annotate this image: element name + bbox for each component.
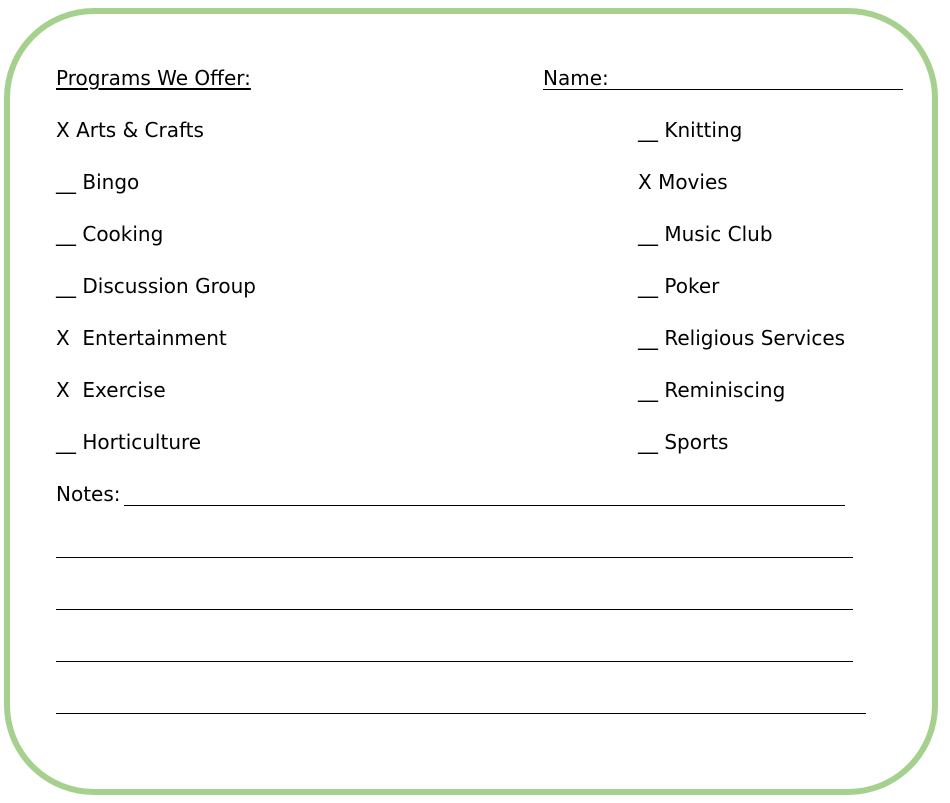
program-label: Knitting: [664, 118, 743, 142]
program-item-exercise[interactable]: [56, 378, 166, 402]
program-item-discussion-group[interactable]: [56, 274, 256, 298]
program-label: Cooking: [82, 222, 164, 246]
name-field-line[interactable]: [543, 89, 903, 90]
program-item-horticulture[interactable]: [56, 430, 201, 454]
program-mark: __: [638, 274, 658, 298]
program-label: Entertainment: [82, 326, 227, 350]
program-item-music-club[interactable]: [638, 222, 773, 246]
program-mark: __: [638, 378, 658, 402]
program-label: Music Club: [664, 222, 773, 246]
program-item-bingo[interactable]: [56, 170, 139, 194]
program-label: Bingo: [82, 170, 140, 194]
program-label: Movies: [658, 170, 728, 194]
program-item-sports[interactable]: [638, 430, 728, 454]
program-item-knitting[interactable]: [638, 118, 742, 142]
program-label: Religious Services: [664, 326, 846, 350]
program-item-reminiscing[interactable]: [638, 378, 785, 402]
notes-line-4[interactable]: [56, 661, 853, 662]
program-item-religious-services[interactable]: [638, 326, 845, 350]
program-mark: __: [56, 222, 76, 246]
notes-line-3[interactable]: [56, 609, 853, 610]
program-item-entertainment[interactable]: [56, 326, 227, 350]
program-label: Exercise: [82, 378, 166, 402]
program-mark: X: [56, 326, 70, 350]
notes-line-5[interactable]: [56, 713, 866, 714]
program-mark: X: [56, 378, 70, 402]
program-label: Poker: [664, 274, 720, 298]
program-label: Sports: [664, 430, 729, 454]
program-mark: __: [56, 274, 76, 298]
programs-heading: Programs We Offer:: [56, 66, 251, 90]
program-mark: __: [638, 222, 658, 246]
program-mark: X: [638, 170, 652, 194]
notes-line-1[interactable]: [124, 505, 845, 506]
program-mark: X: [56, 118, 70, 142]
program-mark: __: [638, 118, 658, 142]
program-label: Discussion Group: [82, 274, 256, 298]
program-label: Horticulture: [82, 430, 202, 454]
program-item-arts-crafts[interactable]: [56, 118, 204, 142]
program-mark: __: [56, 170, 76, 194]
program-label: Reminiscing: [664, 378, 786, 402]
program-item-cooking[interactable]: [56, 222, 163, 246]
notes-line-2[interactable]: [56, 557, 853, 558]
program-label: Arts & Crafts: [76, 118, 204, 142]
program-mark: __: [638, 430, 658, 454]
notes-label: Notes:: [56, 482, 121, 506]
program-mark: __: [638, 326, 658, 350]
program-mark: __: [56, 430, 76, 454]
name-label: Name:: [543, 66, 609, 90]
program-item-poker[interactable]: [638, 274, 719, 298]
program-item-movies[interactable]: [638, 170, 728, 194]
